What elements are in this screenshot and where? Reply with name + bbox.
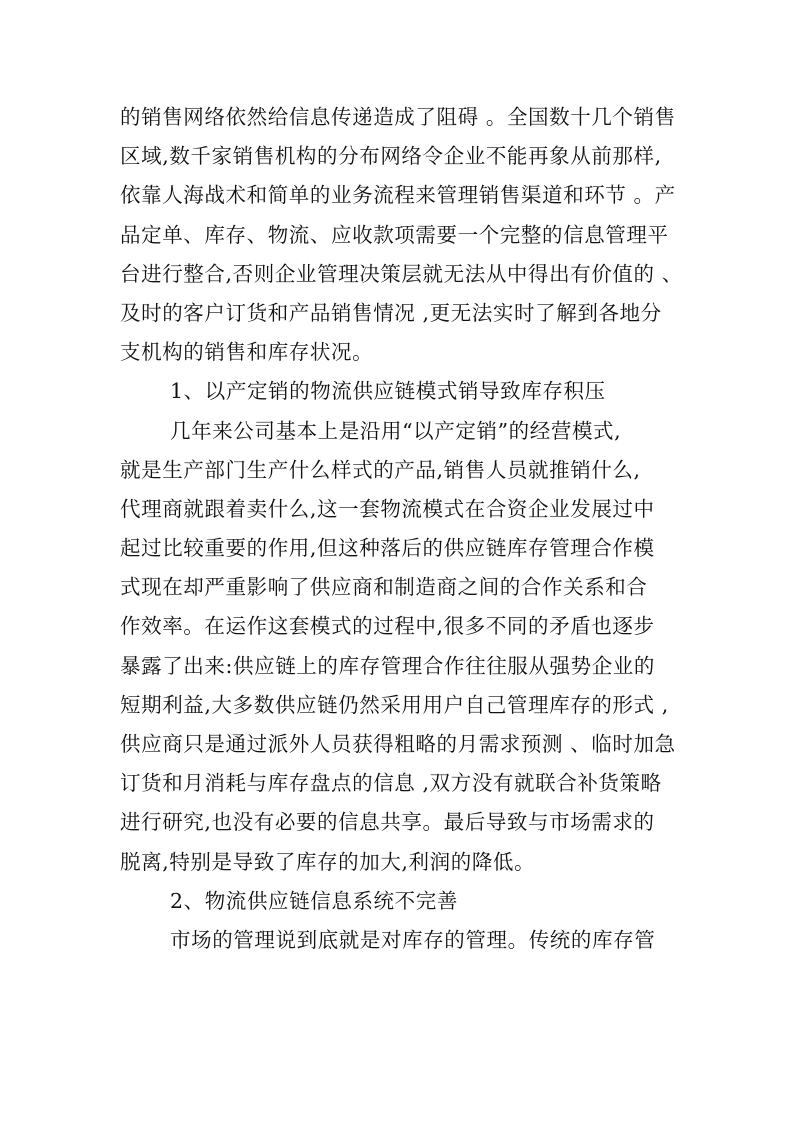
text-line: 作效率。在运作这套模式的过程中,很多不同的矛盾也逐步 (120, 614, 655, 639)
text-line: 及时的客户订货和产品销售情况 ,更无法实时了解到各地分 (120, 300, 662, 325)
section-heading: 1、以产定销的物流供应链模式销导致库存积压 (170, 379, 606, 404)
text-line: 就是生产部门生产什么样式的产品,销售人员就推销什么, (120, 457, 641, 482)
text-line: 短期利益,大多数供应链仍然采用用户自己管理库存的形式 , (120, 692, 669, 717)
text-line: 的销售网络依然给信息传递造成了阻碍 。全国数十几个销售 (120, 105, 676, 129)
text-line: 支机构的销售和库存状况。 (120, 340, 374, 365)
text-line: 订货和月消耗与库存盘点的信息 ,双方没有就联合补货策略 (120, 771, 662, 796)
text-line: 脱离,特别是导致了库存的加大,利润的降低。 (120, 849, 536, 874)
text-line: 进行研究,也没有必要的信息共享。最后导致与市场需求的 (120, 810, 655, 835)
section-heading: 2、物流供应链信息系统不完善 (170, 888, 458, 913)
text-line: 式现在却严重影响了供应商和制造商之间的合作关系和合 (120, 575, 648, 600)
text-line: 供应商只是通过派外人员获得粗略的月需求预测 、临时加急 (120, 732, 676, 756)
text-line: 暴露了出来:供应链上的库存管理合作往往服从强势企业的 (120, 653, 656, 678)
text-line: 起过比较重要的作用,但这种落后的供应链库存管理合作模 (120, 536, 655, 561)
text-line: 依靠人海战术和简单的业务流程来管理销售渠道和环节 。产 (120, 183, 676, 208)
body-text (120, 98, 683, 960)
text-line: 区域,数千家销售机构的分布网络令企业不能再象从前那样, (120, 144, 662, 169)
text-line: 品定单、库存、物流、应收款项需要一个完整的信息管理平 (120, 222, 669, 247)
text-line: 台进行整合,否则企业管理决策层就无法从中得出有价值的 、 (120, 261, 683, 286)
text-line: 代理商就跟着卖什么,这一套物流模式在合资企业发展过中 (120, 496, 655, 521)
text-line: 市场的管理说到底就是对库存的管理。传统的库存管 (170, 927, 656, 952)
text-line: 几年来公司基本上是沿用“以产定销”的经营模式, (170, 418, 622, 443)
